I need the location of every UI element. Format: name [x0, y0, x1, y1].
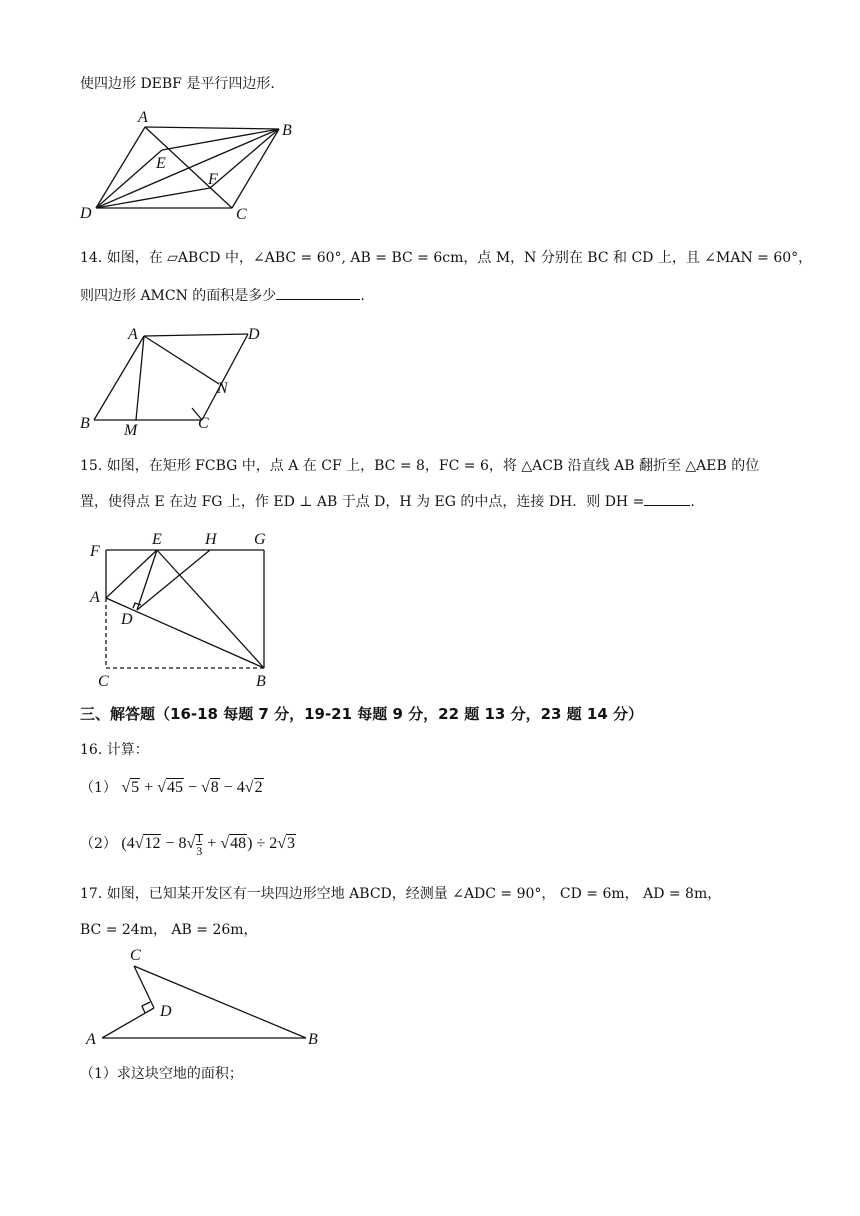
fig15-label-a: A [90, 589, 100, 606]
fig15-label-e: E [152, 531, 162, 548]
q15-line2-text: 置，使得点 E 在边 FG 上，作 ED ⊥ AB 于点 D，H 为 EG 的中点，连接 DH．则 DH = [80, 494, 645, 510]
q14-answer-blank[interactable] [276, 299, 360, 300]
fig14-label-m: M [124, 422, 138, 438]
fig14-label-d: D [248, 326, 260, 343]
q15-answer-blank[interactable] [644, 505, 690, 506]
fig13-label-c: C [236, 206, 247, 223]
fig17-label-d: D [160, 1003, 172, 1020]
q13-tail: 使四边形 DEBF 是平行四边形. [80, 76, 275, 92]
q14-line1: 14. 如图，在 ▱ABCD 中，∠ABC = 60°, AB = BC = 6cm，点 M，N 分别在 BC 和 CD 上，且 ∠MAN = 60°， [80, 250, 813, 266]
q16-part2 [80, 832, 296, 858]
q15-line2-end: . [690, 494, 695, 510]
q17-subquestion-1: （1）求这块空地的面积； [80, 1066, 243, 1082]
figure-14 [76, 320, 276, 438]
fig17-label-b: B [308, 1031, 318, 1048]
fig13-label-a: A [138, 109, 148, 126]
fig15-label-g: G [254, 531, 266, 548]
fig14-label-n: N [217, 380, 228, 397]
q17-line2: BC = 24m， AB = 26m， [80, 922, 258, 938]
fig14-label-b: B [80, 415, 90, 432]
fig13-label-b: B [282, 122, 292, 139]
fig15-label-f: F [90, 543, 100, 560]
fig17-label-a: A [86, 1031, 96, 1048]
fig14-label-c: C [198, 415, 209, 432]
q16-part1 [80, 778, 264, 798]
q15-line2 [80, 492, 695, 512]
fig15-label-d: D [121, 611, 133, 628]
section-3-heading: 三、解答题（16-18 每题 7 分，19-21 每题 9 分，22 题 13 分，23 题 14 分） [80, 705, 643, 723]
figure-15 [84, 528, 284, 690]
q16-intro: 16. 计算： [80, 742, 149, 758]
fig13-label-e: E [156, 155, 166, 172]
q16-part1-expression: √5 + √45 − √8 − 4√2 [121, 779, 263, 796]
figure-13 [74, 104, 304, 224]
fig13-label-d: D [80, 205, 92, 222]
q16-part2-expression: (4√12 − 8√ $\frac{1}{3}$ + √48) ÷ 2√3 [121, 831, 295, 858]
fig15-label-h: H [205, 531, 217, 548]
fig15-label-c: C [98, 673, 109, 690]
q15-line1: 15. 如图，在矩形 FCBG 中，点 A 在 CF 上，BC = 8，FC = 6，将 △ACB 沿直线 AB 翻折至 △AEB 的位 [80, 458, 760, 474]
q16-part1-label: （1） [80, 780, 117, 796]
fig15-label-b: B [256, 673, 266, 690]
fig13-label-f: F [208, 171, 218, 188]
q14-line2-end: . [360, 288, 365, 304]
q17-line1: 17. 如图，已知某开发区有一块四边形空地 ABCD，经测量 ∠ADC = 90°， CD = 6m， AD = 8m， [80, 886, 722, 902]
fig14-label-a: A [128, 326, 138, 343]
q16-part2-label: （2） [80, 836, 117, 853]
fig17-label-c: C [130, 947, 141, 964]
q14-line2 [80, 286, 365, 306]
q14-line2-text: 则四边形 AMCN 的面积是多少 [80, 288, 277, 304]
figure-17 [78, 944, 338, 1050]
